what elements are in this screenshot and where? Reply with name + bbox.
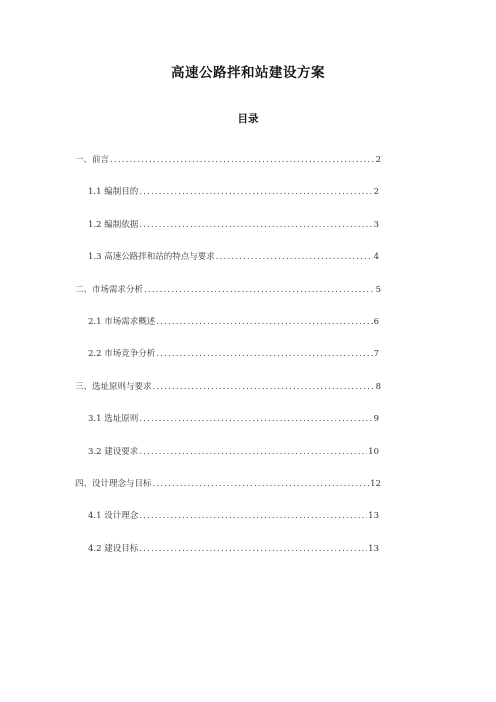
toc-entry-label: 3.2 建设要求	[88, 446, 139, 457]
toc-dot-leader	[139, 542, 367, 556]
toc-entry-label: 三、选址原则与要求	[75, 381, 152, 392]
toc-dot-leader	[139, 509, 367, 523]
toc-dot-leader	[153, 477, 370, 491]
toc-entry-label: 1.1 编制目的	[88, 187, 139, 198]
toc-entry-label: 2.2 市场竞争分析	[88, 349, 156, 360]
toc-page-number: 3	[373, 219, 379, 230]
toc-dot-leader	[156, 315, 372, 329]
toc-dot-leader	[153, 380, 375, 394]
toc-entry[interactable]	[75, 380, 381, 394]
toc-entry[interactable]	[88, 412, 379, 426]
toc-dot-leader	[216, 250, 373, 264]
toc-entry[interactable]	[75, 283, 381, 297]
toc-entry[interactable]	[88, 509, 379, 523]
toc-entry-label: 4.1 设计理念	[88, 511, 139, 522]
toc-entry[interactable]	[88, 218, 379, 232]
toc-page-number: 6	[373, 317, 379, 327]
toc-entry-label: 4.2 建设目标	[88, 543, 139, 554]
toc-page-number: 13	[368, 543, 379, 554]
toc-entry-label: 一、前言	[75, 155, 110, 165]
toc-page-number: 12	[370, 479, 381, 489]
toc-page-number: 2	[375, 155, 381, 165]
toc-dot-leader	[144, 283, 375, 297]
toc-entry[interactable]	[88, 185, 379, 199]
toc-entry-label: 1.3 高速公路拌和站的特点与要求	[88, 252, 215, 263]
toc-page-number: 4	[373, 252, 379, 263]
toc-page-number: 5	[375, 284, 381, 295]
toc-entry[interactable]	[88, 542, 379, 556]
toc-entry[interactable]	[88, 347, 379, 361]
toc-dot-leader	[139, 218, 372, 232]
toc-entry[interactable]	[88, 250, 379, 264]
toc-page-number: 9	[373, 414, 379, 425]
toc-page-number: 2	[373, 187, 379, 198]
toc-entry[interactable]	[88, 445, 379, 459]
toc-dot-leader	[139, 185, 372, 199]
toc-dot-leader	[156, 347, 372, 361]
toc-entry[interactable]	[88, 315, 379, 329]
toc-entry-label: 2.1 市场需求概述	[88, 317, 156, 327]
toc-page-number: 13	[368, 511, 379, 522]
toc-entry-label: 二、市场需求分析	[75, 284, 144, 295]
toc-entry[interactable]	[75, 153, 381, 167]
toc-dot-leader	[139, 412, 372, 426]
toc-page-number: 7	[373, 349, 379, 360]
toc-entry-label: 1.2 编制依据	[88, 219, 139, 230]
toc-dot-leader	[139, 445, 367, 459]
document-title: 高速公路拌和站建设方案	[171, 65, 325, 81]
toc-entry[interactable]	[75, 477, 381, 491]
toc-page-number: 8	[375, 381, 381, 392]
toc-dot-leader	[110, 153, 375, 167]
toc-page-number: 10	[368, 446, 379, 457]
toc-heading: 目录	[237, 113, 259, 125]
toc-entry-label: 3.1 选址原则	[88, 414, 139, 425]
toc-entry-label: 四、设计理念与目标	[75, 479, 152, 489]
